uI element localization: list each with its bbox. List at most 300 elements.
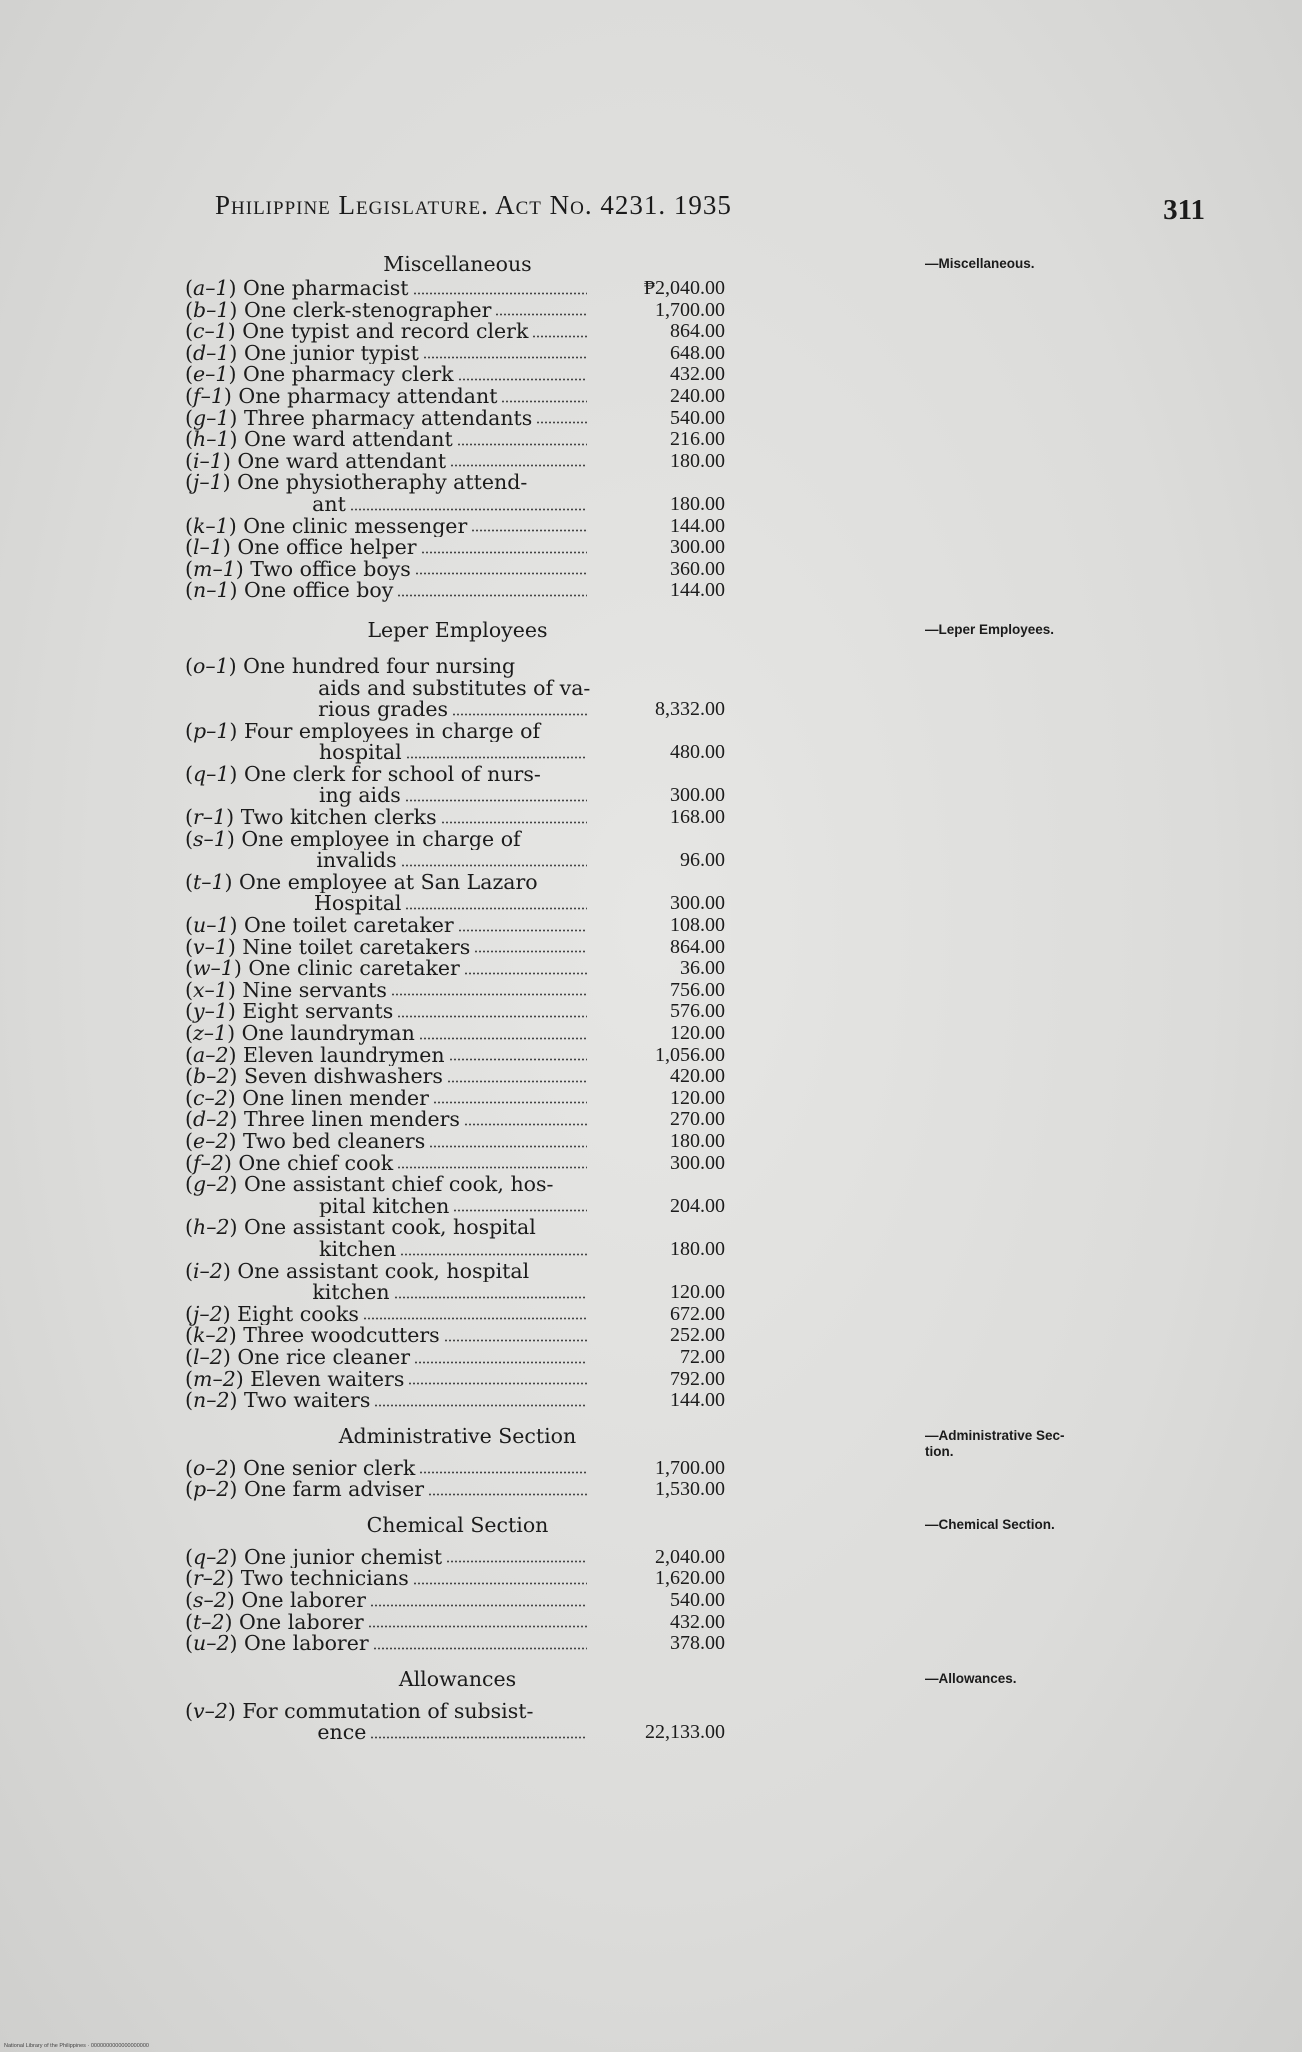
dot-leader [370,1604,587,1607]
description-text: One typist and record clerk [242,321,529,343]
item-key-letter: h–1 [193,427,230,452]
dot-leader [429,1145,587,1148]
item-key-letter: c–1 [193,319,228,344]
item-key-letter: k–2 [193,1323,229,1348]
dot-leader [536,421,587,424]
item-description [244,1174,590,1217]
dot-leader [464,972,587,975]
item-amount: 144.00 [670,514,725,537]
item-text [185,580,590,602]
description-text: Three linen menders [243,1109,460,1131]
item-text [185,1609,590,1634]
description-text: One farm adviser [243,1479,425,1501]
line-item [185,1590,730,1612]
item-amount: 120.00 [670,1022,725,1044]
item-amount: 672.00 [670,1302,725,1325]
item-text [185,472,590,515]
description-line [243,516,590,538]
section-heading: Allowances [398,1666,517,1691]
item-description [248,958,590,980]
dot-leader [368,1625,587,1628]
line-item [185,1633,730,1655]
item-key: (v–1) [185,934,243,959]
item-description [244,1633,590,1655]
item-amount: ₱2,040.00 [643,277,725,299]
item-key: (d–2) [185,1107,244,1132]
item-key: (o–2) [185,1455,244,1480]
line-item [185,321,730,343]
section-heading: Miscellaneous [383,252,532,276]
description-text: Nine servants [242,979,387,1002]
line-item [185,977,730,1002]
description-line [243,1458,590,1480]
line-item [185,1128,730,1153]
line-item [185,1344,730,1369]
description-text: One laborer [239,1611,364,1634]
item-key: (z–1) [185,1021,242,1045]
item-key: (o–1) [185,653,244,678]
dot-leader [419,1037,587,1040]
line-item [185,1568,730,1590]
description-line [244,764,590,786]
description-line [244,1196,590,1218]
item-key-letter: h–2 [193,1215,230,1240]
description-text: One linen mender [242,1087,429,1110]
line-item [185,448,730,473]
description-line [243,1045,590,1067]
description-text: kitchen [312,1282,390,1304]
item-text [185,869,590,916]
item-key: (j–2) [185,1301,238,1326]
item-key-letter: b–2 [193,1064,230,1089]
line-item [185,1150,730,1175]
description-text: One clerk-stenographer [243,299,492,322]
item-amount: 180.00 [670,1129,725,1152]
description-line [242,1023,590,1045]
item-key-letter: v–2 [193,1698,228,1723]
item-amount: 36.00 [680,957,725,980]
description-line [243,678,590,700]
item-text [185,1325,590,1347]
item-key: (x–1) [185,977,243,1002]
appropriation-list [185,250,730,1744]
description-line [237,1282,590,1304]
item-description [242,980,590,1002]
description-text: One junior chemist [243,1546,443,1569]
item-description [244,408,590,430]
description-line [241,807,590,829]
item-amount: 1,700.00 [655,1456,725,1479]
description-text: Seven dishwashers [243,1066,443,1088]
item-key-letter: n–1 [193,578,230,603]
item-text [185,653,591,721]
description-text: pital kitchen [318,1195,450,1218]
line-item [185,1174,730,1217]
description-line [244,1390,590,1412]
item-key: (m–1) [185,556,251,581]
description-text: One office boy [244,580,394,602]
dot-leader [421,551,587,554]
line-item [185,1325,730,1347]
item-key-letter: r–1 [193,805,227,830]
item-description [243,1045,590,1067]
description-line [244,1239,590,1261]
item-key-letter: n–2 [193,1388,230,1413]
item-key: (l–2) [185,1344,238,1369]
item-description [242,937,590,959]
description-line [241,850,590,872]
item-description [237,1347,590,1369]
item-key: (i–2) [185,1258,238,1283]
item-description [244,1109,590,1131]
description-line [244,1174,590,1196]
item-amount: 144.00 [670,579,725,602]
description-text: Two kitchen clerks [240,807,437,829]
item-key-letter: p–2 [193,1477,230,1502]
item-amount: 792.00 [670,1367,725,1390]
line-item [185,1042,730,1067]
item-description [250,1369,590,1391]
item-description [243,656,590,721]
item-amount: 180.00 [670,1237,725,1260]
item-amount: 72.00 [680,1345,725,1368]
item-text [185,1390,590,1412]
item-amount: 1,700.00 [655,298,725,321]
item-key-letter: m–2 [193,1366,236,1391]
dot-leader [415,572,587,575]
description-line [244,1479,590,1501]
item-key-letter: o–1 [193,653,229,678]
line-item [185,1479,730,1501]
dot-leader [495,313,587,316]
line-item [185,1544,730,1569]
item-amount: 252.00 [670,1324,725,1347]
description-line [244,915,590,937]
description-text: Two technicians [240,1568,409,1591]
page-number: 311 [1163,194,1205,226]
description-text: One chief cook [238,1152,394,1175]
description-text: One senior clerk [243,1457,416,1480]
item-text [185,958,590,980]
description-text: One employee in charge of [241,828,521,851]
item-text [185,429,590,451]
item-description [242,1701,590,1744]
line-item [185,405,730,430]
description-line [244,721,590,743]
description-line [242,321,590,343]
description-text: hospital [318,742,402,764]
dot-leader [401,864,587,867]
line-item [185,958,730,980]
item-key-letter: i–1 [193,448,223,473]
description-line [244,408,590,430]
line-item [185,1001,730,1023]
item-amount: 300.00 [670,784,725,807]
item-amount: 540.00 [670,406,725,429]
item-key: (e–1) [185,362,243,387]
item-description [242,1088,590,1110]
item-key: (p–2) [185,1477,244,1502]
line-item [185,1301,730,1326]
item-key: (b–2) [185,1064,244,1089]
item-text [185,1344,590,1369]
line-item [185,761,730,808]
item-text [185,1150,590,1175]
item-key: (l–1) [185,535,238,560]
item-key-letter: d–2 [193,1107,230,1132]
dot-leader [394,1296,587,1299]
description-text: One hundred four nursing [243,655,516,678]
item-key-letter: e–2 [193,1128,229,1153]
item-key: (t–2) [185,1609,240,1634]
description-line [237,472,590,494]
item-key-letter: z–1 [193,1021,228,1045]
item-text [185,761,590,808]
description-line [242,980,590,1002]
item-key-letter: t–2 [193,1609,225,1634]
description-line [242,937,590,959]
item-description [241,1568,590,1590]
description-text: kitchen [319,1238,397,1261]
description-line [239,893,590,915]
description-text: rious grades [318,699,449,721]
description-line [244,429,590,451]
item-description [244,300,590,322]
dot-leader [457,443,587,446]
item-key: (h–2) [185,1215,245,1240]
item-amount: 1,620.00 [655,1567,725,1590]
item-text [185,448,590,473]
item-key-letter: d–1 [193,340,230,365]
item-key-letter: u–2 [193,1631,230,1656]
item-text [185,1366,590,1391]
section-heading: Chemical Section [366,1512,549,1537]
dot-leader [474,950,587,953]
line-item [185,1366,730,1391]
dot-leader [391,993,587,996]
item-description [237,537,590,559]
item-text [185,915,590,937]
dot-leader [532,335,587,338]
dot-leader [450,464,587,467]
dot-leader [413,1582,587,1585]
description-text: ant [312,493,346,516]
item-description [237,1304,590,1326]
item-text [185,1544,590,1569]
line-item [185,297,730,322]
item-key-letter: g–2 [193,1172,230,1197]
line-item [185,1390,730,1412]
dot-leader [433,1101,587,1104]
dot-leader [370,1736,587,1739]
dot-leader [397,594,587,597]
item-key: (w–1) [185,956,249,981]
dot-leader [414,1361,587,1364]
line-item [185,653,730,721]
item-text [185,1633,590,1655]
item-amount: 1,530.00 [655,1478,725,1501]
item-amount: 420.00 [670,1065,725,1088]
item-text [185,405,590,430]
line-item [185,807,730,829]
item-text [185,1301,590,1326]
description-text: One ward attendant [244,429,453,451]
item-description [243,1131,590,1153]
item-description [244,721,590,764]
item-amount: 540.00 [670,1589,725,1612]
dot-leader [452,713,587,716]
item-amount: 1,056.00 [655,1043,725,1066]
item-text [185,1258,590,1304]
item-key-letter: i–2 [193,1258,223,1283]
dot-leader [350,508,587,511]
description-text: Eight servants [242,1001,394,1023]
item-amount: 120.00 [670,1086,725,1109]
description-line [243,1131,590,1153]
item-key-letter: l–2 [193,1344,223,1369]
item-key: (s–1) [185,826,242,851]
description-text: One employee at San Lazaro [239,871,538,894]
item-text [185,1590,590,1612]
description-text: ence [317,1722,367,1745]
item-key-letter: s–1 [193,826,227,851]
description-line [250,559,590,581]
item-key: (i–1) [185,448,238,473]
item-key: (c–1) [185,319,243,344]
item-amount: 180.00 [670,449,725,472]
item-key-letter: j–1 [193,470,223,495]
description-text: Four employees in charge of [243,720,541,743]
line-item [185,1258,730,1304]
dot-leader [413,292,588,295]
item-key-letter: f–1 [193,383,224,408]
line-item [185,1109,730,1131]
line-item [185,934,730,959]
item-key: (r–1) [185,805,241,830]
description-text: One assistant cook, hospital [237,1260,530,1283]
description-text: One rice cleaner [237,1346,411,1369]
item-amount: 240.00 [670,384,725,407]
item-key-letter: f–2 [193,1150,224,1175]
running-header [215,190,1205,236]
item-text [185,1023,590,1045]
description-line [238,386,590,408]
item-amount: 480.00 [670,741,725,764]
description-text: Eight cooks [237,1303,359,1326]
item-description [243,1325,590,1347]
description-line [244,1547,590,1569]
description-line [244,1633,590,1655]
item-description [244,1390,590,1412]
item-key: (k–1) [185,513,244,538]
margin-note-allow: —Allowances. [925,1671,1017,1686]
item-amount: 432.00 [670,363,725,386]
item-key: (g–2) [185,1172,244,1197]
description-text: One pharmacist [243,278,409,300]
description-text: One toilet caretaker [244,915,454,937]
item-amount: 96.00 [680,849,725,872]
description-text: One junior typist [243,342,419,365]
item-key-letter: l–1 [193,535,223,560]
item-key-letter: b–1 [193,297,230,322]
item-key-letter: p–1 [193,718,230,743]
description-text: invalids [316,850,397,872]
item-key: (e–2) [185,1128,243,1153]
description-text: One clinic messenger [243,515,468,538]
item-key: (f–2) [185,1150,239,1175]
dot-leader [458,929,587,932]
description-text: Nine toilet caretakers [242,936,471,959]
description-text: One laundryman [241,1023,415,1045]
description-line [244,1217,590,1239]
dot-leader [406,756,587,759]
item-key: (n–1) [185,578,245,603]
item-key: (g–1) [185,405,244,430]
item-description [242,1001,590,1023]
item-key: (h–1) [185,427,245,452]
item-key: (u–1) [185,913,245,938]
description-text: Two waiters [244,1390,371,1412]
item-key-letter: c–2 [193,1085,228,1110]
item-text [185,718,590,764]
item-key-letter: t–1 [193,869,225,894]
description-line [244,580,590,602]
item-description [242,321,590,343]
dot-leader [444,1339,587,1342]
dot-leader [428,1493,587,1496]
description-text: Two bed cleaners [242,1130,426,1153]
item-amount: 180.00 [670,492,725,515]
item-key-letter: q–1 [193,761,230,786]
item-key: (k–2) [185,1323,244,1348]
item-key: (a–1) [185,276,244,300]
item-key: (c–2) [185,1085,243,1110]
description-line [241,1568,590,1590]
line-item [185,1023,730,1045]
item-description [239,872,590,915]
section-heading: Leper Employees [367,617,548,642]
description-line [250,1369,590,1391]
section-heading: Administrative Section [338,1423,577,1448]
source-watermark: National Library of the Philippines · 0000000000000000000 [4,2043,149,2049]
line-item [185,1066,730,1088]
margin-note-admin: —Administrative Sec- tion. [925,1428,1065,1459]
item-amount: 576.00 [670,1000,725,1023]
item-description [239,1612,590,1634]
dot-leader [449,1058,587,1061]
item-text [185,1066,590,1088]
item-key-letter: y–1 [193,999,228,1024]
dot-leader [423,356,587,359]
item-text [185,297,590,322]
description-text: One physiotheraphy attend- [237,472,528,494]
item-description [243,516,590,538]
description-line [241,829,590,851]
description-text: One assistant chief cook, hos- [243,1174,554,1196]
item-text [185,383,590,408]
item-amount: 2,040.00 [655,1545,725,1568]
dot-leader [397,1166,587,1169]
item-description [244,764,590,807]
description-text: One clinic caretaker [248,958,460,980]
description-text: One laborer [241,1590,366,1612]
description-text: One laborer [244,1633,369,1655]
dot-leader [453,1209,587,1212]
item-key: (t–1) [185,869,240,894]
margin-note-misc: —Miscellaneous. [925,256,1035,271]
item-text [185,1174,590,1217]
line-item [185,718,730,764]
